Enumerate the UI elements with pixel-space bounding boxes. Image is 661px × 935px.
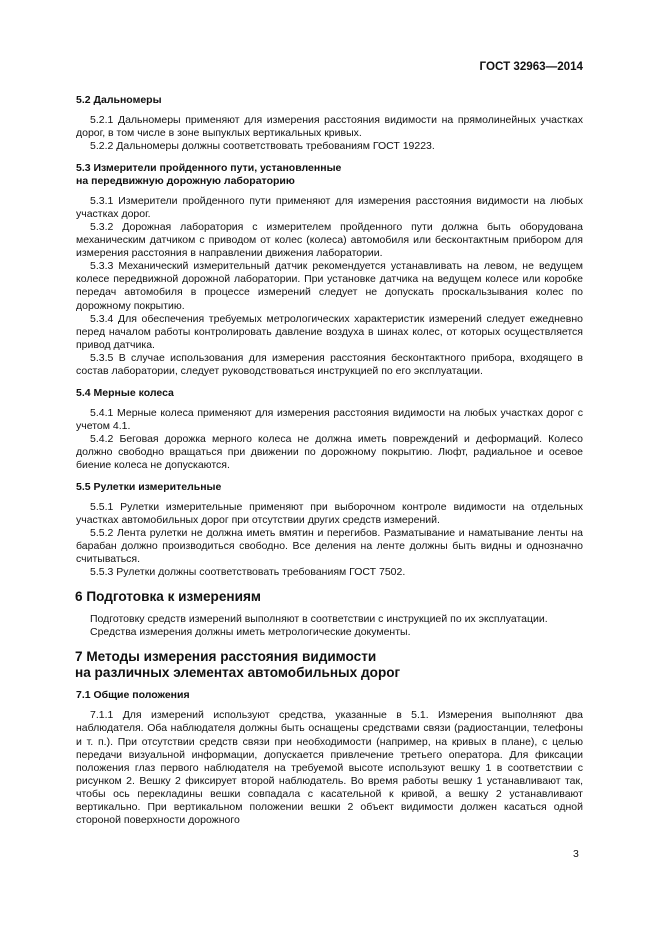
section-title-line: 5.3 Измерители пройденного пути, установленные xyxy=(76,162,342,175)
section-title: 7.1 Общие положения xyxy=(76,689,190,702)
page-number: 3 xyxy=(573,848,579,860)
section-title: 5.5 Рулетки измерительные xyxy=(76,481,222,494)
paragraph: 5.3.5 В случае использования для измерения расстояния бесконтактного прибора, входящего в состав лаборатории, следует руководствоваться инструкцией по его эксплуатации. xyxy=(76,351,583,377)
paragraph: 7.1.1 Для измерений используют средства, указанные в 5.1. Измерения выполняют два наблюдателя. Оба наблюдателя должны быть оснащены средствами связи (радиостанции, телефоны и т. п.). При отсутствии средств связи при необходимости (например, на кривых в плане), с целью передачи визуальной информации, допускается привлечение третьего оператора. Для фиксации положения глаз первого наблюдателя на требуемой высоте используют вешку 1 в соответствии с рисунком 2. Вешку 2 фиксирует второй наблюдатель. Во время работы вешку 1 устанавливают так, чтобы ось перекладины вешки совпадала с касательной к кривой, а вешку 2 устанавливают вертикально. При вертикальном положении вешки 2 объект видимости должен касаться одной стороной поверхности дорожного xyxy=(76,709,583,826)
paragraph: 5.3.2 Дорожная лаборатория с измерителем пройденного пути должна быть оборудована механическим датчиком с приводом от колес (колеса) автомобиля или бесконтактным прибором для измерения расстояния в направлении движения лаборатории. xyxy=(76,221,583,260)
section-5-3 xyxy=(76,162,583,378)
paragraph: 5.2.2 Дальномеры должны соответствовать требованиям ГОСТ 19223. xyxy=(90,140,435,153)
section-title xyxy=(76,162,583,188)
chapter-title xyxy=(75,649,583,681)
section-5-5 xyxy=(76,481,583,579)
paragraph: Подготовку средств измерений выполняют в соответствии с инструкцией по их эксплуатации. xyxy=(90,613,548,626)
paragraph: 5.5.2 Лента рулетки не должна иметь вмятин и перегибов. Разматывание и наматывание ленты на барабан должно производиться свободно. Все деления на ленте должны быть видны и однозначно считываться. xyxy=(76,527,583,566)
paragraph: 5.3.1 Измерители пройденного пути применяют для измерения расстояния видимости на любых участках дорог. xyxy=(76,195,583,221)
paragraph: 5.3.4 Для обеспечения требуемых метрологических характеристик измерений следует ежедневно перед началом работы контролировать давление воздуха в шинах колес, от которых осуществляется привод датчика. xyxy=(76,312,583,351)
section-title-line: на передвижную дорожную лабораторию xyxy=(76,175,295,188)
paragraph: 5.5.3 Рулетки должны соответствовать требованиям ГОСТ 7502. xyxy=(90,566,406,579)
document-code: ГОСТ 32963—2014 xyxy=(479,60,583,73)
chapter-title-line: на различных элементах автомобильных дорог xyxy=(75,665,401,681)
section-5-4 xyxy=(76,387,583,472)
paragraph: 5.2.1 Дальномеры применяют для измерения расстояния видимости на прямолинейных участках дорог, в том числе в зоне выпуклых вертикальных кривых. xyxy=(76,114,583,140)
chapter-7 xyxy=(76,649,583,826)
chapter-title-line: 7 Методы измерения расстояния видимости xyxy=(75,649,377,665)
paragraph: 5.4.1 Мерные колеса применяют для измерения расстояния видимости на любых участках дорог с учетом 4.1. xyxy=(76,406,583,432)
paragraph: 5.5.1 Рулетки измерительные применяют при выборочном контроле видимости на отдельных участках автомобильных дорог при отсутствии других средств измерений. xyxy=(76,501,583,527)
section-title: 5.2 Дальномеры xyxy=(76,94,162,106)
chapter-title: 6 Подготовка к измерениям xyxy=(75,589,261,605)
paragraph: 5.4.2 Беговая дорожка мерного колеса не должна иметь повреждений и деформаций. Колесо должно свободно вращаться при движении по дорожному покрытию. Люфт, радиальное и осевое биение колеса не допускаются. xyxy=(76,432,583,471)
paragraph: 5.3.3 Механический измерительный датчик рекомендуется устанавливать на левом, не ведущем колесе передвижной дорожной лаборатории. При установке датчика на ведущем колесе или коробке передач автомобиля в процессе измерений следует не допускать проскальзывания колес по дорожному покрытию. xyxy=(76,260,583,312)
section-title: 5.4 Мерные колеса xyxy=(76,386,174,399)
paragraph: Средства измерения должны иметь метрологические документы. xyxy=(90,626,411,639)
chapter-6 xyxy=(76,589,583,639)
section-5-2 xyxy=(76,94,583,153)
page-content xyxy=(76,94,583,836)
